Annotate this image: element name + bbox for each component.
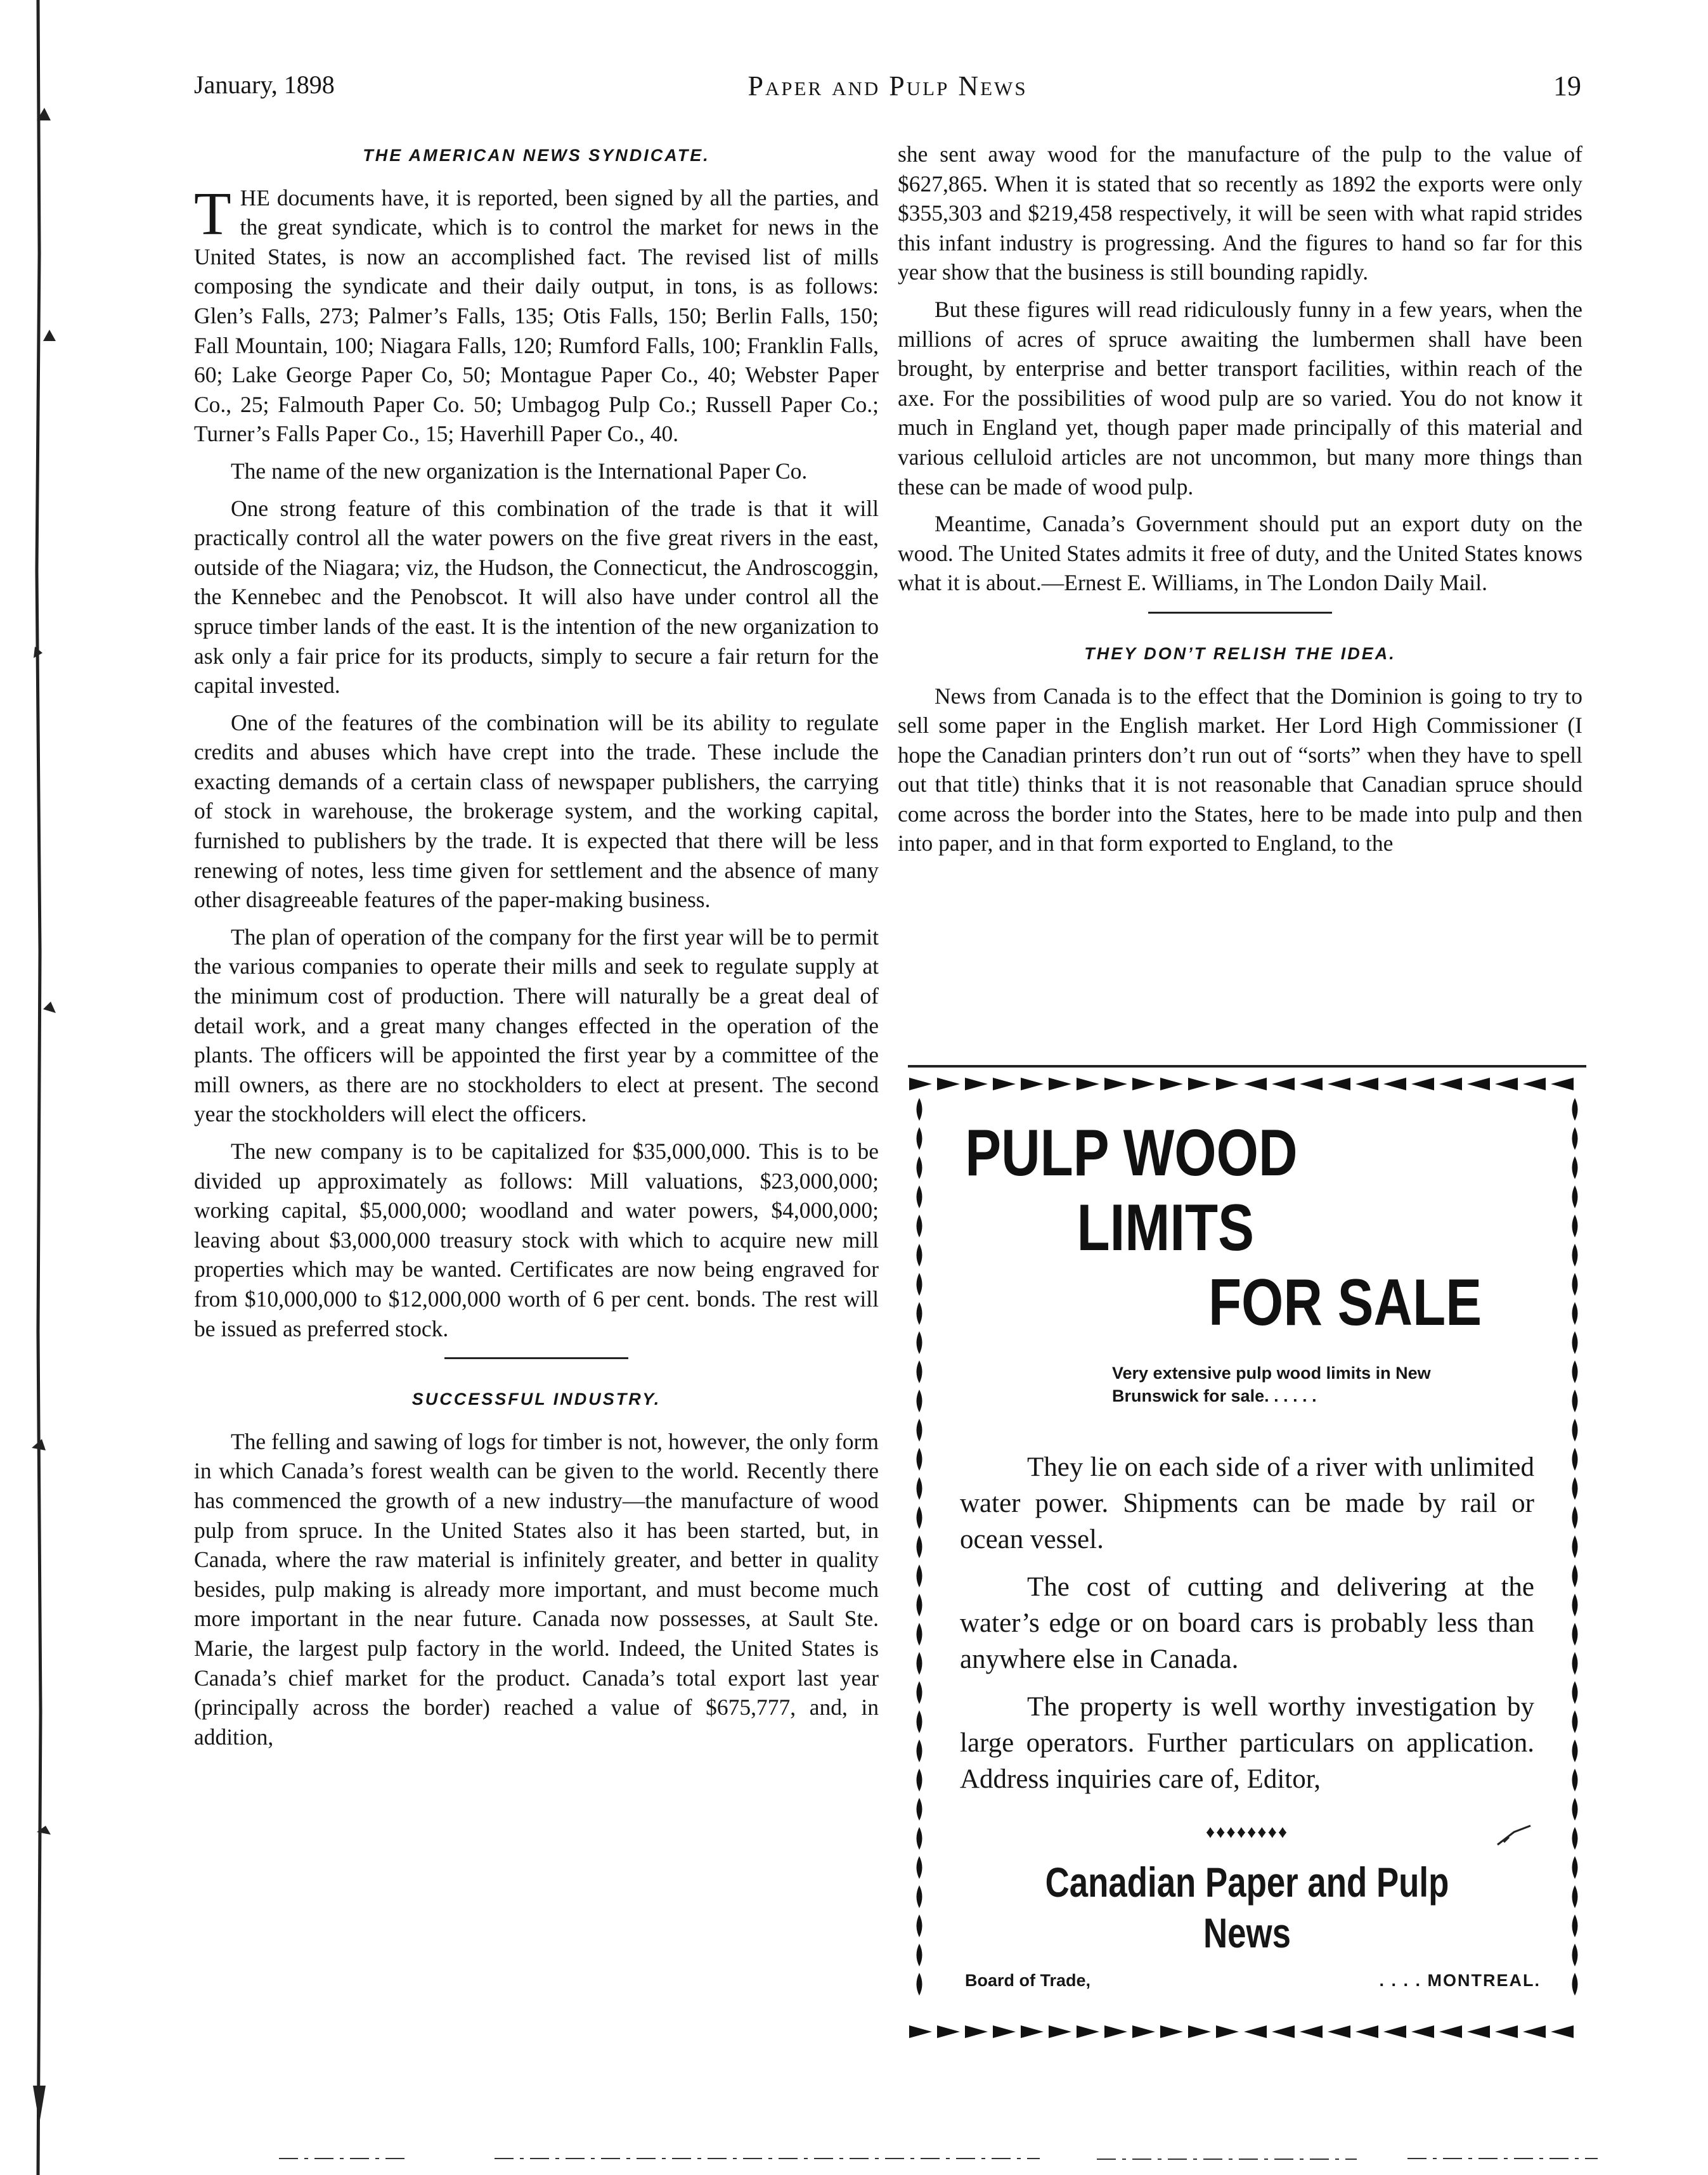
ad-border-ornament: [1328, 1078, 1350, 1090]
ad-paragraph: The cost of cutting and delivering at the water’s edge or on board cars is probably less than anywhere else in Canada.: [960, 1572, 1534, 1674]
ad-border-ornament: [909, 2025, 932, 2038]
ad-border-ornament: [1572, 1827, 1578, 1850]
ad-border-ornament: [1572, 1185, 1578, 1208]
ad-border-ornament: [917, 1273, 922, 1296]
ad-border-ornament: [1572, 1739, 1578, 1762]
ad-border-ornament: [1411, 2025, 1434, 2038]
ad-border-ornament: [1439, 2025, 1462, 2038]
ad-border-ornament: [917, 1506, 922, 1529]
ad-border-ornament: [1300, 1078, 1323, 1090]
ad-paragraph: They lie on each side of a river with unlimited water power. Shipments can be made by rail or ocean vessel.: [960, 1452, 1534, 1554]
ad-border-ornament: [1572, 1710, 1578, 1733]
article-paragraph: One of the features of the combination will be its ability to regulate credits and abuses which have crept into the trade. These include the exacting demands of a certain class of newspaper publishers, the carrying of stock in warehouse, the brokerage system, and the working capital, furnished to publishers by the trade. It is expected that there will be less renewing of notes, less time given for settlement and the absence of many other disagreeable features of the paper-making business.: [194, 709, 879, 913]
ad-border-ornament: [1383, 1078, 1406, 1090]
ad-border-ornament: [1355, 2025, 1378, 2038]
ad-border-ornament: [965, 1078, 988, 1090]
ad-border-ornament: [1551, 1078, 1574, 1090]
ad-border-ornament: [1355, 1078, 1378, 1090]
ad-headline: [960, 1116, 1534, 1340]
ad-border-ornament: [917, 1769, 922, 1791]
ad-border-ornament: [937, 2025, 960, 2038]
ad-paragraph: The property is well worthy investigation by large operators. Further particulars on application. Address inquiries care of, Editor,: [960, 1692, 1534, 1794]
publication-title: Paper and Pulp News: [747, 70, 1028, 101]
advertisement-pulp-wood-limits: [908, 1065, 1586, 2051]
ad-border-ornament: [1523, 2025, 1546, 2038]
ad-border-ornament: [937, 1078, 960, 1090]
ad-border-ornament: [917, 1419, 922, 1442]
ad-border-ornament: [1495, 2025, 1518, 2038]
ad-border-ornament: [917, 1944, 922, 1966]
ad-border-ornament: [917, 1244, 922, 1267]
left-column: [194, 139, 879, 1759]
section-heading-successful-industry: SUCCESSFUL INDUSTRY.: [411, 1390, 661, 1409]
binding-margin: [0, 0, 95, 2175]
ad-border-ornament: [917, 1127, 922, 1150]
ad-border-ornament: [1077, 2025, 1099, 2038]
ad-border-ornament: [1572, 1798, 1578, 1821]
ad-border-ornament: [993, 1078, 1016, 1090]
ad-border-ornament: [1572, 1885, 1578, 1908]
ad-content: [960, 1116, 1541, 1996]
ad-border-ornament: [1439, 1078, 1462, 1090]
ad-border-ornament: [917, 1215, 922, 1237]
ad-border-ornament: [1244, 1078, 1267, 1090]
ad-border-ornament: [1572, 1769, 1578, 1791]
ad-diamond-ornament: ♦♦♦♦♦♦♦♦: [1205, 1823, 1289, 1842]
section-heading-american-news-syndicate: THE AMERICAN NEWS SYNDICATE.: [363, 146, 710, 165]
article-paragraph: [194, 179, 879, 449]
article-paragraph-continued: she sent away wood for the manufacture of the pulp to the value of $627,865. When it is stated that so recently as 1892 the exports were only $355,303 and $219,458 respectively, it will be seen with what rapid strides this infant industry is progressing. And the figures to hand so far for this year show that the business is still bounding rapidly.: [898, 141, 1582, 285]
ad-border-ornament: [1572, 1477, 1578, 1500]
ad-border-ornament: [1572, 1856, 1578, 1879]
right-column: [898, 139, 1582, 866]
running-head: [194, 63, 1581, 108]
ad-border-ornament: [1328, 2025, 1350, 2038]
ad-border-ornament: [1132, 1078, 1155, 1090]
ad-headline-line: PULP WOOD: [965, 1116, 1298, 1190]
ad-border-ornament: [1572, 1331, 1578, 1354]
ad-border-ornament: [965, 2025, 988, 2038]
article-paragraph: The felling and sawing of logs for timber is not, however, the only form in which Canada’s forest wealth can be given to the world. Recently there has commenced the growth of a new industry—the manufacture of wood pulp from spruce. In the United States also it has been started, but, in Canada, where the raw material is infinitely greater, and better in quality besides, pulp making is already more important, and must become much more important in the near future. Canada now possesses, at Sault Ste. Marie, the largest pulp factory in the world. Indeed, the United States is Canada’s chief market for the product. Canada’s total export last year (principally across the border) reached a value of $675,777, and, in addition,: [194, 1428, 879, 1750]
ad-headline-line: LIMITS: [1077, 1191, 1254, 1265]
ad-border-ornament: [917, 1448, 922, 1471]
ad-border-ornament: [1523, 1078, 1546, 1090]
ad-border-ornament: [917, 1827, 922, 1850]
article-paragraph: Meantime, Canada’s Government should put an export duty on the wood. The United States admits it free of duty, and the United States knows what it is about.—Ernest E. Williams, in The London Daily Mail.: [898, 511, 1582, 596]
ad-border-ornament: [917, 1477, 922, 1500]
ad-border-ornament: [917, 1302, 922, 1325]
ad-body: [960, 1449, 1534, 1797]
ad-border-ornament: [1077, 1078, 1099, 1090]
ad-border-ornament: [1572, 1156, 1578, 1179]
section-divider: [1148, 612, 1332, 614]
ad-border-ornament: [1572, 1652, 1578, 1675]
article-paragraph: The name of the new organization is the International Paper Co.: [231, 458, 808, 484]
ad-border-ornament: [917, 1856, 922, 1879]
section-divider: [444, 1357, 628, 1359]
page-bottom-rule: [279, 2155, 1598, 2162]
ad-border-ornament: [917, 1623, 922, 1646]
ad-border-ornament: [917, 1565, 922, 1587]
ad-border-ornament: [1104, 1078, 1127, 1090]
article-paragraph: But these figures will read ridiculously funny in a few years, when the millions of acres of spruce awaiting the lumbermen shall have been brought, by enterprise and better transport facilities, within reach of the axe. For the possibilities of wood pulp are so varied. You do not know it much in England yet, though paper made principally of this material and various celluloid articles are not uncommon, but many more things than these can be made of wood pulp.: [898, 296, 1582, 500]
ad-border-ornament: [1160, 1078, 1183, 1090]
ad-border-ornament: [1572, 1623, 1578, 1646]
ad-border-ornament: [917, 1739, 922, 1762]
ad-border-ornament: [917, 1156, 922, 1179]
ad-border-ornament: [1021, 1078, 1044, 1090]
ad-address: [960, 1971, 1541, 1996]
ad-address-city: . . . . MONTREAL.: [1379, 1971, 1541, 1990]
ad-border-ornament: [1572, 1215, 1578, 1237]
section-heading-they-dont-relish-the-idea: THEY DON’T RELISH THE IDEA.: [1084, 643, 1396, 663]
ad-border-ornament: [1572, 1506, 1578, 1529]
ad-border-ornament: [1572, 1302, 1578, 1325]
ad-border-ornament: [917, 1535, 922, 1558]
ad-border-ornament: [917, 1885, 922, 1908]
ad-border-ornament: [917, 1914, 922, 1937]
ad-border-ornament: [1572, 1127, 1578, 1150]
drop-cap: T: [194, 179, 231, 247]
ad-border-ornament: [1572, 1944, 1578, 1966]
ad-border-ornament: [917, 1710, 922, 1733]
ad-border-ornament: [1272, 1078, 1295, 1090]
page-number: 19: [1553, 70, 1581, 101]
ad-border-ornament: [917, 1331, 922, 1354]
ad-border-ornament: [1216, 1078, 1239, 1090]
ad-border-ornament: [1572, 1360, 1578, 1383]
ad-border-ornament: [1216, 2025, 1239, 2038]
ad-subtitle: Very extensive pulp wood limits in New Brunswick for sale. . . . . .: [1112, 1364, 1431, 1405]
ad-border-ornament: [1467, 2025, 1490, 2038]
ad-border-ornament: [917, 1098, 922, 1121]
ad-border-ornament: [1572, 1535, 1578, 1558]
ad-border-ornament: [1495, 1078, 1518, 1090]
article-paragraph: News from Canada is to the effect that the Dominion is going to try to sell some paper in the English market. Her Lord High Commissioner (I hope the Canadian printers don’t run out of “sorts” when they have to spell out that title) thinks that it is not reasonable that Canadian spruce should come across the border into the States, here to be made into pulp and then into paper, and in that form exported to England, to the: [898, 683, 1582, 856]
ad-border-ornament: [917, 1681, 922, 1704]
ad-border-ornament: [917, 1185, 922, 1208]
ad-publisher-name: Canadian Paper and Pulp News: [1045, 1859, 1449, 1956]
ad-border-ornament: [917, 1973, 922, 1996]
ad-border-ornament: [1049, 1078, 1071, 1090]
ad-border-ornament: [1160, 2025, 1183, 2038]
ad-border-ornament: [1132, 2025, 1155, 2038]
ad-border-ornament: [1572, 1973, 1578, 1996]
ad-border-ornament: [1188, 1078, 1211, 1090]
ad-border-ornament: [1572, 1594, 1578, 1617]
ad-border-ornament: [1272, 2025, 1295, 2038]
ad-border-ornament: [993, 2025, 1016, 2038]
ad-border-ornament: [1021, 2025, 1044, 2038]
ad-border-ornament: [909, 1078, 932, 1090]
ad-border-ornament: [1188, 2025, 1211, 2038]
ad-border-ornament: [1572, 1448, 1578, 1471]
ad-border-ornament: [917, 1652, 922, 1675]
ad-border-ornament: [1572, 1390, 1578, 1412]
ad-border-ornament: [1572, 1914, 1578, 1937]
article-paragraph: One strong feature of this combination of the trade is that it will practically control all the water powers on the five great rivers in the east, outside of the Niagara; viz, the Hudson, the Connecticut, the Androscoggin, the Kennebec and the Penobscot. It will also have under control all the spruce timber lands of the east. It is the intention of the new organization to ask only a fair price for its products, simply to secure a fair return for the capital invested.: [194, 495, 879, 699]
ad-border-ornament: [1411, 1078, 1434, 1090]
ad-address-left: Board of Trade,: [965, 1971, 1091, 1990]
ad-border-ornament: [1300, 2025, 1323, 2038]
ad-border-ornament: [1572, 1565, 1578, 1587]
ad-border-ornament: [1551, 2025, 1574, 2038]
ad-border-ornament: [1572, 1098, 1578, 1121]
paragraph-text: HE documents have, it is reported, been signed by all the parties, and the great syndicate, which is to control the market for news in the United States, is now an accomplished fact. The revised list of mills composing the syndicate and their daily output, in tons, is as follows: Glen’s Falls, 273; Palmer’s Falls, 135; Otis Falls, 150; Berlin Falls, 150; Fall Mountain, 100; Niagara Falls, 120; Rumford Falls, 100; Franklin Falls, 60; Lake George Paper Co, 50; Montague Paper Co., 40; Webster Paper Co., 25; Falmouth Paper Co. 50; Umbagog Pulp Co.; Russell Paper Co.; Turner’s Falls Paper Co., 15; Haverhill Paper Co., 40.: [194, 184, 879, 447]
ad-border-ornament: [1572, 1419, 1578, 1442]
ad-border-ornament: [1572, 1244, 1578, 1267]
ad-border-ornament: [1467, 1078, 1490, 1090]
ad-border-ornament: [1383, 2025, 1406, 2038]
ad-border-ornament: [917, 1798, 922, 1821]
issue-date: January, 1898: [194, 70, 335, 99]
ad-headline-line: FOR SALE: [1208, 1266, 1482, 1339]
ad-border-ornament: [1244, 2025, 1267, 2038]
handwritten-mark: [1495, 1823, 1533, 1849]
ad-border-ornament: [917, 1594, 922, 1617]
ad-border-ornament: [917, 1390, 922, 1412]
article-paragraph: The new company is to be capitalized for $35,000,000. This is to be divided up approximately as follows: Mill valuations, $23,000,000; working capital, $5,000,000; woodland and water powers, $4,000,000; leaving about $3,000,000 treasury stock with which to acquire new mill properties which may be wanted. Certificates are now being engraved for from $10,000,000 to $12,000,000 worth of 6 per cent. bonds. The rest will be issued as preferred stock.: [194, 1139, 879, 1341]
ad-border-ornament: [1049, 2025, 1071, 2038]
ad-border-ornament: [917, 1360, 922, 1383]
ad-border-ornament: [1104, 2025, 1127, 2038]
ad-border-ornament: [1572, 1681, 1578, 1704]
article-paragraph: The plan of operation of the company for the first year will be to permit the various companies to operate their mills and seek to regulate supply at the minimum cost of production. There will naturally be a great deal of detail work, and a great many changes effected in the operation of the plants. The officers will be appointed the first year by a committee of the mill owners, as there are no stockholders to elect at present. The second year the stockholders will elect the officers.: [194, 924, 879, 1127]
ad-border-ornament: [1572, 1273, 1578, 1296]
